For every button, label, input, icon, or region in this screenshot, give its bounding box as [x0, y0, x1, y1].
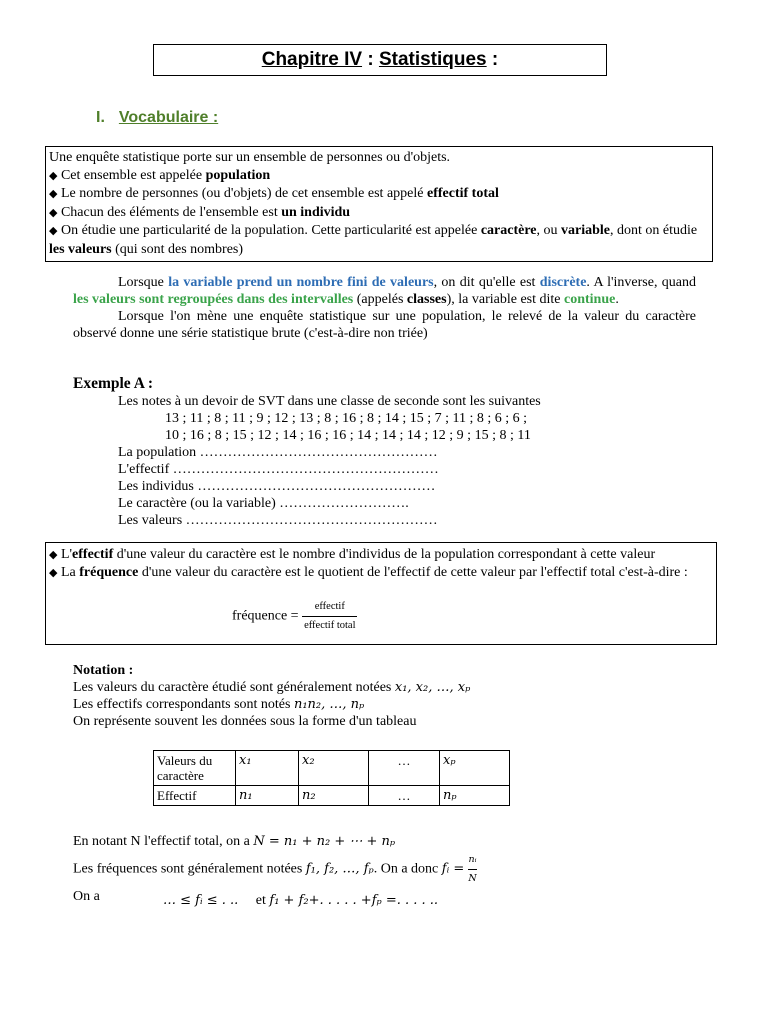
notation-section: Notation : Les valeurs du caractère étudié sont généralement notées x₁, x₂, …, xₚ Les effectifs correspondants sont notés n₁n₂, …, nₚ On représente souvent les données sous la forme d'un tableau	[73, 663, 471, 729]
raw-series-paragraph: Lorsque l'on mène une enquête statistique sur une population, le relevé de la valeur du caractère observé donne une série statistique brute (c'est-à-dire non triée)	[73, 309, 696, 341]
diamond-bullet-icon: ◆	[49, 188, 58, 200]
frequency-formula: fréquence = $\frac{\text{effectif}}{\text{effectif total}}$	[232, 598, 357, 635]
table-cell: Effectif	[154, 786, 236, 806]
chapter-number: Chapitre IV	[261, 49, 363, 70]
table-cell: …	[369, 751, 440, 786]
table-row	[154, 786, 510, 806]
table-row	[154, 751, 510, 786]
example-question: La population ……………………………………………	[118, 445, 438, 460]
effectif-definition: ◆ L'effectif d'une valeur du caractère est le nombre d'individus de la population correspondant à cette valeur	[49, 547, 656, 562]
definition-box	[45, 542, 717, 645]
example-question: L'effectif …………………………………………………	[118, 462, 439, 477]
values-table	[153, 750, 510, 806]
diamond-bullet-icon: ◆	[49, 549, 58, 561]
table-cell: …	[369, 786, 440, 806]
vocab-item: ◆ Le nombre de personnes (ou d'objets) de cet ensemble est appelé effectif total	[49, 186, 499, 201]
example-data-line: 10 ; 16 ; 8 ; 15 ; 12 ; 14 ; 16 ; 16 ; 14 ; 14 ; 14 ; 12 ; 9 ; 15 ; 8 ; 11	[165, 428, 531, 443]
discrete-continuous-paragraph: Lorsque la variable prend un nombre fini de valeurs, on dit qu'elle est discrète. A l'inverse, quand les valeurs sont regroupées dans des intervalles (appelés classes), la variable est dite continue. Lorsque l'on mène une enquête statistique sur une population, le relevé de la valeur du caractère observé donne une série statistique brute (c'est-à-dire non triée)	[73, 275, 696, 341]
table-cell: xₚ	[440, 751, 510, 786]
total-and-frequencies: En notant N l'effectif total, on a N = n₁ + n₂ + ⋯ + nₚ Les fréquences sont généralement notées f₁, f₂, …, fₚ. On a donc fᵢ = $\frac{\text{nᵢ}}{N}$ On a	[73, 834, 477, 904]
table-cell: Valeurs du caractère	[154, 751, 236, 786]
diamond-bullet-icon: ◆	[49, 206, 58, 219]
diamond-bullet-icon: ◆	[49, 169, 58, 182]
chapter-name: Statistiques	[378, 49, 487, 70]
table-cell: n₂	[299, 786, 369, 806]
frequence-definition: ◆ La fréquence d'une valeur du caractère est le quotient de l'effectif de cette valeur par l'effectif total c'est-à-dire :	[49, 565, 688, 580]
table-cell: nₚ	[440, 786, 510, 806]
table-cell: x₂	[299, 751, 369, 786]
example-body: Les notes à un devoir de SVT dans une classe de seconde sont les suivantes 13 ; 11 ; 8 ; 11 ; 9 ; 12 ; 13 ; 8 ; 16 ; 8 ; 14 ; 15 ; 7 ; 11 ; 8 ; 6 ; 6 ; 10 ; 16 ; 8 ; 15 ; 12 ; 14 ; 16 ; 16 ; 14 ; 14 ; 14 ; 12 ; 9 ; 15 ; 8 ; 11 La population …………………………………………… L'effectif ………………………………………………… Les individus …………………………………………… Le caractère (ou la variable) ………………………. Les valeurs ………………………………………………	[118, 394, 541, 528]
vocab-item: ◆ Chacun des éléments de l'ensemble est un individu	[49, 204, 351, 220]
diamond-bullet-icon: ◆	[49, 567, 58, 579]
example-question: Le caractère (ou la variable) ……………………….	[118, 496, 409, 511]
example-question: Les valeurs ………………………………………………	[118, 513, 438, 528]
table-cell: x₁	[236, 751, 299, 786]
section-heading: I. Vocabulaire :	[96, 109, 219, 126]
vocab-item: ◆ Cet ensemble est appelée population	[49, 167, 271, 183]
diamond-bullet-icon: ◆	[49, 225, 58, 237]
example-title: Exemple A :	[73, 375, 154, 392]
vocab-intro: Une enquête statistique porte sur un ensemble de personnes ou d'objets.	[49, 150, 451, 165]
vocabulary-box	[45, 146, 713, 262]
example-question: Les individus ……………………………………………	[118, 479, 436, 494]
example-data-line: 13 ; 11 ; 8 ; 11 ; 9 ; 12 ; 13 ; 8 ; 16 ; 8 ; 14 ; 15 ; 7 ; 11 ; 8 ; 6 ; 6 ;	[165, 411, 528, 426]
table-cell: n₁	[236, 786, 299, 806]
frequency-properties: … ≤ fᵢ ≤ . .. et f₁ + f₂+. . . . . +fₚ =. . . . ..	[163, 893, 439, 908]
vocab-item: ◆ On étudie une particularité de la population. Cette particularité est appelée caractère, ou variable, dont on étudie les valeurs (qui sont des nombres)	[49, 223, 698, 257]
chapter-title: Chapitre IV : Statistiques :	[153, 44, 607, 76]
